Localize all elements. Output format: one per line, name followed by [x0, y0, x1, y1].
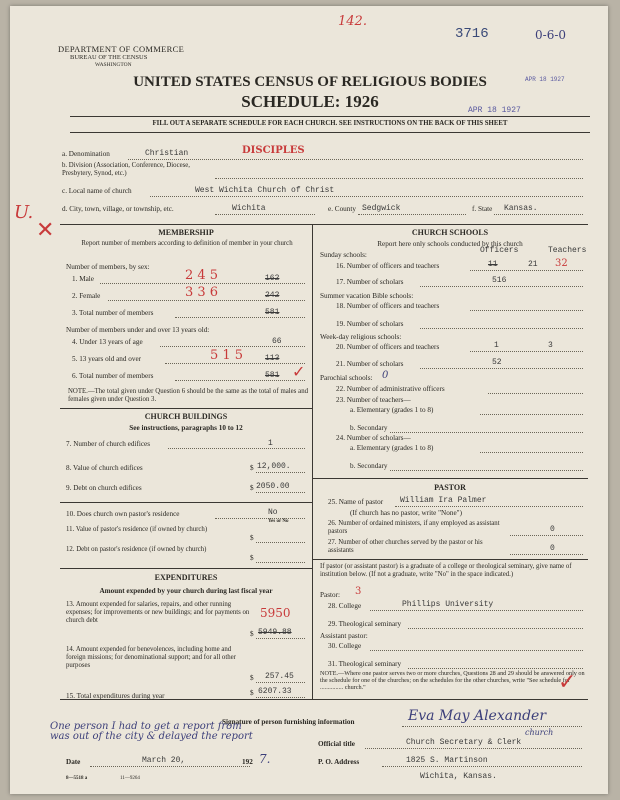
q21-label: 21. Number of scholars	[336, 360, 404, 368]
q20-label: 20. Number of officers and teachers	[336, 343, 440, 351]
q31-label: 31. Theological seminary	[328, 660, 402, 668]
q10-hint: Yes or No	[268, 519, 289, 524]
header-teachers: Teachers	[548, 246, 587, 255]
q3-typed: 581	[265, 308, 280, 317]
q8-value: 12,000.	[257, 462, 291, 471]
q1-hand: 2 4 5	[185, 268, 219, 283]
q14-value: 257.45	[265, 672, 294, 681]
department-name: DEPARTMENT OF COMMERCE	[58, 44, 185, 54]
q15-label: 15. Total expenditures during year	[66, 692, 165, 700]
denomination-label: a. Denomination	[62, 150, 110, 158]
q5-label: 5. 13 years old and over	[72, 355, 142, 363]
q30-label: 30. College	[328, 642, 362, 650]
schools-sub: Report here only schools conducted by this church	[377, 240, 523, 248]
q23a-label: a. Elementary (grades 1 to 8)	[350, 406, 434, 414]
po-address-line1: 1825 S. Martinson	[406, 756, 488, 765]
q29-label: 29. Theological seminary	[328, 620, 402, 628]
check-mark-icon: ✓	[292, 362, 306, 381]
q16-label: 16. Number of officers and teachers	[336, 262, 440, 270]
membership-intro: Report number of members according to definition of member in your church	[81, 240, 293, 247]
parochial-value: 0	[382, 370, 389, 381]
buildings-sub: See instructions, paragraphs 10 to 12	[129, 424, 243, 432]
form-title: UNITED STATES CENSUS OF RELIGIOUS BODIES	[133, 74, 487, 90]
q16-officers: 11	[488, 260, 498, 269]
pastor-label: Pastor:	[320, 591, 340, 599]
q11-label: 11. Value of pastor's residence (if owned by church)	[66, 526, 208, 533]
denomination-value: Christian	[145, 149, 189, 158]
q16-teachers: 21	[528, 260, 538, 269]
q24-label: 24. Number of scholars—	[336, 434, 411, 442]
q21-value: 52	[492, 358, 502, 367]
q15-value: 6207.33	[258, 687, 292, 696]
date-value: March 20,	[142, 756, 186, 765]
sunday-label: Sunday schools:	[320, 251, 367, 259]
check-mark-large-icon: ✓	[558, 670, 577, 695]
q9-value: 2050.00	[256, 482, 290, 491]
po-address-line2: Wichita, Kansas.	[420, 772, 497, 781]
denomination-annotation: DISCIPLES	[242, 145, 305, 156]
q14-label: 14. Amount expended for benevolences, including home and foreign missions; for denominational support; and for all other purposes	[66, 646, 236, 669]
official-title-label: Official title	[318, 740, 355, 748]
q13-hand: 5950	[260, 606, 291, 620]
q27-value: 0	[550, 544, 555, 553]
schools-title: CHURCH SCHOOLS	[411, 228, 489, 237]
city-value: Wichita	[232, 204, 266, 213]
q2-label: 2. Female	[72, 292, 101, 300]
q1-typed: 162	[265, 274, 280, 283]
vacation-label: Summer vacation Bible schools:	[320, 292, 414, 300]
handwritten-note: One person I had to get a report from was out of the city & delayed the report	[50, 721, 253, 742]
county-label: e. County	[328, 205, 356, 213]
q18-label: 18. Number of officers and teachers	[336, 302, 440, 310]
q28-value: Phillips University	[402, 600, 494, 609]
division-label: b. Division (Association, Conference, Diocese, Presbytery, Synod, etc.)	[62, 162, 190, 177]
parochial-label: Parochial schools:	[320, 374, 373, 382]
q7-label: 7. Number of church edifices	[66, 440, 151, 448]
q13-typed: 5949.88	[258, 628, 292, 637]
official-title-hand: church	[525, 728, 554, 737]
po-address-label: P. O. Address	[318, 758, 360, 766]
code-annotation: 0-6-0	[535, 28, 567, 42]
expenditures-sub: Amount expended by your church during last fiscal year	[99, 587, 273, 595]
q2-typed: 242	[265, 291, 280, 300]
schedule-number-stamp: 3716	[455, 26, 489, 42]
q23-label: 23. Number of teachers—	[336, 396, 411, 404]
date-label: Date	[66, 758, 81, 766]
census-schedule-page: 142. 3716 0-6-0 APR 18 1927 APR 18 1927 DEPARTMENT OF COMMERCE BUREAU OF THE CENSUS WASHINGTON UNITED STATES CENSUS OF RELIGIOUS BODIES SCHEDULE: 1926 FILL OUT A SEPARATE SCHEDULE FOR EACH CHURCH. SEE INSTRUCTIONS ON THE BACK OF THIS SHEET a. Denomination Christian DISCIPLES b. Division (Association, Conference, Diocese, Presbytery, Synod, etc.) c. Local name of church West Wichita Church of Christ d. City, town, village, or township, etc. Wichita e. County Sedgwick f. State Kansas. U. ✕ MEMBERSHIP Report number of members according to definition of member in your church Number of members, by sex: 1. Male 2 4 5 162 2. Female 3 3 6 242 3. Total number of members 581 Number of members under and over 13 years old: 4. Under 13 years of age 66 5. 13 years old and over 5 1 5 113 6. Total number of members 581 ✓ NOTE.—The total given under Question 6 should be the same as the total of males and females given under Question 3. CHURCH BUILDINGS See instructions, paragraphs 10 to 12 7. Number of church edifices 1 8. Value of church edifices $ 12,000. 9. Debt on church edifices $ 2050.00 10. Does church own pastor's residence No Yes or No 11. Value of pastor's residence (if owned by church) $ 12. Debt on pastor's residence (if owned by church) $ EXPENDITURES Amount expended by your church during last fiscal year 13. Amount expended for salaries, repairs, and other running expenses; for improvements or new buildings; and for payments on church debt 5950 $ 5949.88 14. Amount expended for benevolences, including home and foreign missions; for denominational support; and for all other purposes $ 257.45 15. Total expenditures during year $ 6207.33 CHURCH SCHOOLS Report here only schools conducted by this church Sunday schools: Officers Teachers 16. Number of officers and teachers 11 21 32 17. Number of scholars 516 Summer vacation Bible schools: 18. Number of officers and teachers 19. Number of scholars Week-day religious schools: 20. Number of officers and teachers 1 3 21. Number of scholars 52 Parochial schools: 0 22. Number of administrative officers 23. Number of teachers— a. Elementary (grades 1 to 8) b. Secondary 24. Number of scholars— a. Elementary (grades 1 to 8) b. Secondary PASTOR 25. Name of pastor William Ira Palmer (If church has no pastor, write "None") 26. Number of ordained ministers, if any employed as assistant pastors 0 27. Number of other churches served by the pastor or his assistants 0 If pastor (or assistant pastor) is a graduate of a college or theological seminary, give name of institution below. (If not a graduate, write "No" in the space indicated.) Pastor: 3 28. College Phillips University 29. Theological seminary Assistant pastor: 30. College 31. Theological seminary NOTE.—Where one pastor serves two or more churches, Questions 28 and 29 should be answered only on the schedule for one of the churches; on the schedules for the other churches, write "See schedule for ............... church." ✓ Signature of person furnishing information Eva May Alexander One person I had to get a report from was out of the city & delayed the report Official title Church Secretary & Clerk church Date March 20, 192 7. P. O. Address 1825 S. Martinson Wichita, Kansas. 8—5518 a 11—9264	[10, 6, 608, 794]
state-value: Kansas.	[504, 204, 538, 213]
pastor-note: NOTE.—Where one pastor serves two or more churches, Questions 28 and 29 should be answered only on the schedule for one of the churches; on the schedules for the other churches, write "See schedule for ............... church."	[320, 670, 585, 691]
assistant-label: Assistant pastor:	[320, 632, 368, 640]
q4-typed: 66	[272, 337, 282, 346]
q22-label: 22. Number of administrative officers	[336, 385, 445, 393]
q24a-label: a. Elementary (grades 1 to 8)	[350, 444, 434, 452]
expenditures-title: EXPENDITURES	[154, 573, 218, 582]
q13-label: 13. Amount expended for salaries, repairs, and other running expenses; for improvements or new buildings; and for payments on church debt	[66, 601, 250, 624]
header-officers: Officers	[480, 246, 519, 255]
by-sex-label: Number of members, by sex:	[66, 263, 150, 271]
cross-mark-icon: ✕	[36, 218, 55, 243]
signature-value: Eva May Alexander	[408, 708, 547, 724]
q4-label: 4. Under 13 years of age	[72, 338, 143, 346]
state-label: f. State	[472, 205, 493, 213]
q24b-label: b. Secondary	[350, 462, 388, 470]
q8-label: 8. Value of church edifices	[66, 464, 143, 472]
bureau-name: BUREAU OF THE CENSUS	[70, 54, 148, 61]
membership-note: NOTE.—The total given under Question 6 should be the same as the total of males and females given under Question 3.	[68, 388, 308, 403]
q28-label: 28. College	[328, 602, 362, 610]
q26-value: 0	[550, 525, 555, 534]
age-heading: Number of members under and over 13 years old:	[66, 326, 210, 334]
official-title-value: Church Secretary & Clerk	[406, 738, 522, 747]
q2-hand: 3 3 6	[185, 285, 219, 300]
q19-label: 19. Number of scholars	[336, 320, 404, 328]
q17-value: 516	[492, 276, 507, 285]
date-year: 192	[242, 758, 253, 766]
date-year-hand: 7.	[259, 752, 271, 766]
q23b-label: b. Secondary	[350, 424, 388, 432]
buildings-title: CHURCH BUILDINGS	[144, 412, 228, 421]
q7-value: 1	[268, 439, 273, 448]
bureau-city: WASHINGTON	[95, 62, 132, 68]
q25-hint: (If church has no pastor, write "None")	[350, 509, 462, 517]
weekday-label: Week-day religious schools:	[320, 333, 402, 341]
page-number-annotation: 142.	[338, 14, 367, 29]
form-instruction: FILL OUT A SEPARATE SCHEDULE FOR EACH CHURCH. SEE INSTRUCTIONS ON THE BACK OF THIS SHEET	[152, 120, 508, 127]
local-name-value: West Wichita Church of Christ	[195, 186, 335, 195]
q27-label: 27. Number of other churches served by the pastor or his assistants	[328, 539, 483, 554]
q5-typed: 113	[265, 354, 280, 363]
q10-value: No	[268, 508, 278, 517]
form-number: 8—5518 a	[66, 776, 88, 781]
received-stamp-small: APR 18 1927	[525, 76, 565, 83]
q26-label: 26. Number of ordained ministers, if any employed as assistant pastors	[328, 520, 500, 535]
margin-mark: U.	[14, 202, 34, 223]
city-label: d. City, town, village, or township, etc.	[62, 205, 174, 213]
pastor-title: PASTOR	[434, 483, 466, 492]
local-name-label: c. Local name of church	[62, 187, 132, 195]
q20-officers: 1	[494, 341, 499, 350]
q6-typed: 581	[265, 371, 280, 380]
q16-total: 32	[555, 258, 568, 269]
county-value: Sedgwick	[362, 204, 401, 213]
q12-label: 12. Debt on pastor's residence (if owned by church)	[66, 546, 207, 553]
q25-label: 25. Name of pastor	[328, 498, 384, 506]
q3-label: 3. Total number of members	[72, 309, 154, 317]
q1-label: 1. Male	[72, 275, 94, 283]
q6-label: 6. Total number of members	[72, 372, 154, 380]
college-note: If pastor (or assistant pastor) is a graduate of a college or theological seminary, give name of institution below. (If not a graduate, write "No" in the space indicated.)	[320, 563, 572, 578]
q17-label: 17. Number of scholars	[336, 278, 404, 286]
form-subtitle: SCHEDULE: 1926	[241, 92, 379, 111]
signature-label: Signature of person furnishing information	[222, 718, 355, 726]
q10-label: 10. Does church own pastor's residence	[66, 510, 180, 518]
q5-hand: 5 1 5	[210, 348, 244, 363]
form-number-2: 11—9264	[120, 776, 140, 781]
received-stamp: APR 18 1927	[468, 106, 521, 115]
q9-label: 9. Debt on church edifices	[66, 484, 142, 492]
membership-title: MEMBERSHIP	[158, 228, 214, 237]
q25-value: William Ira Palmer	[400, 496, 487, 505]
q20-teachers: 3	[548, 341, 553, 350]
